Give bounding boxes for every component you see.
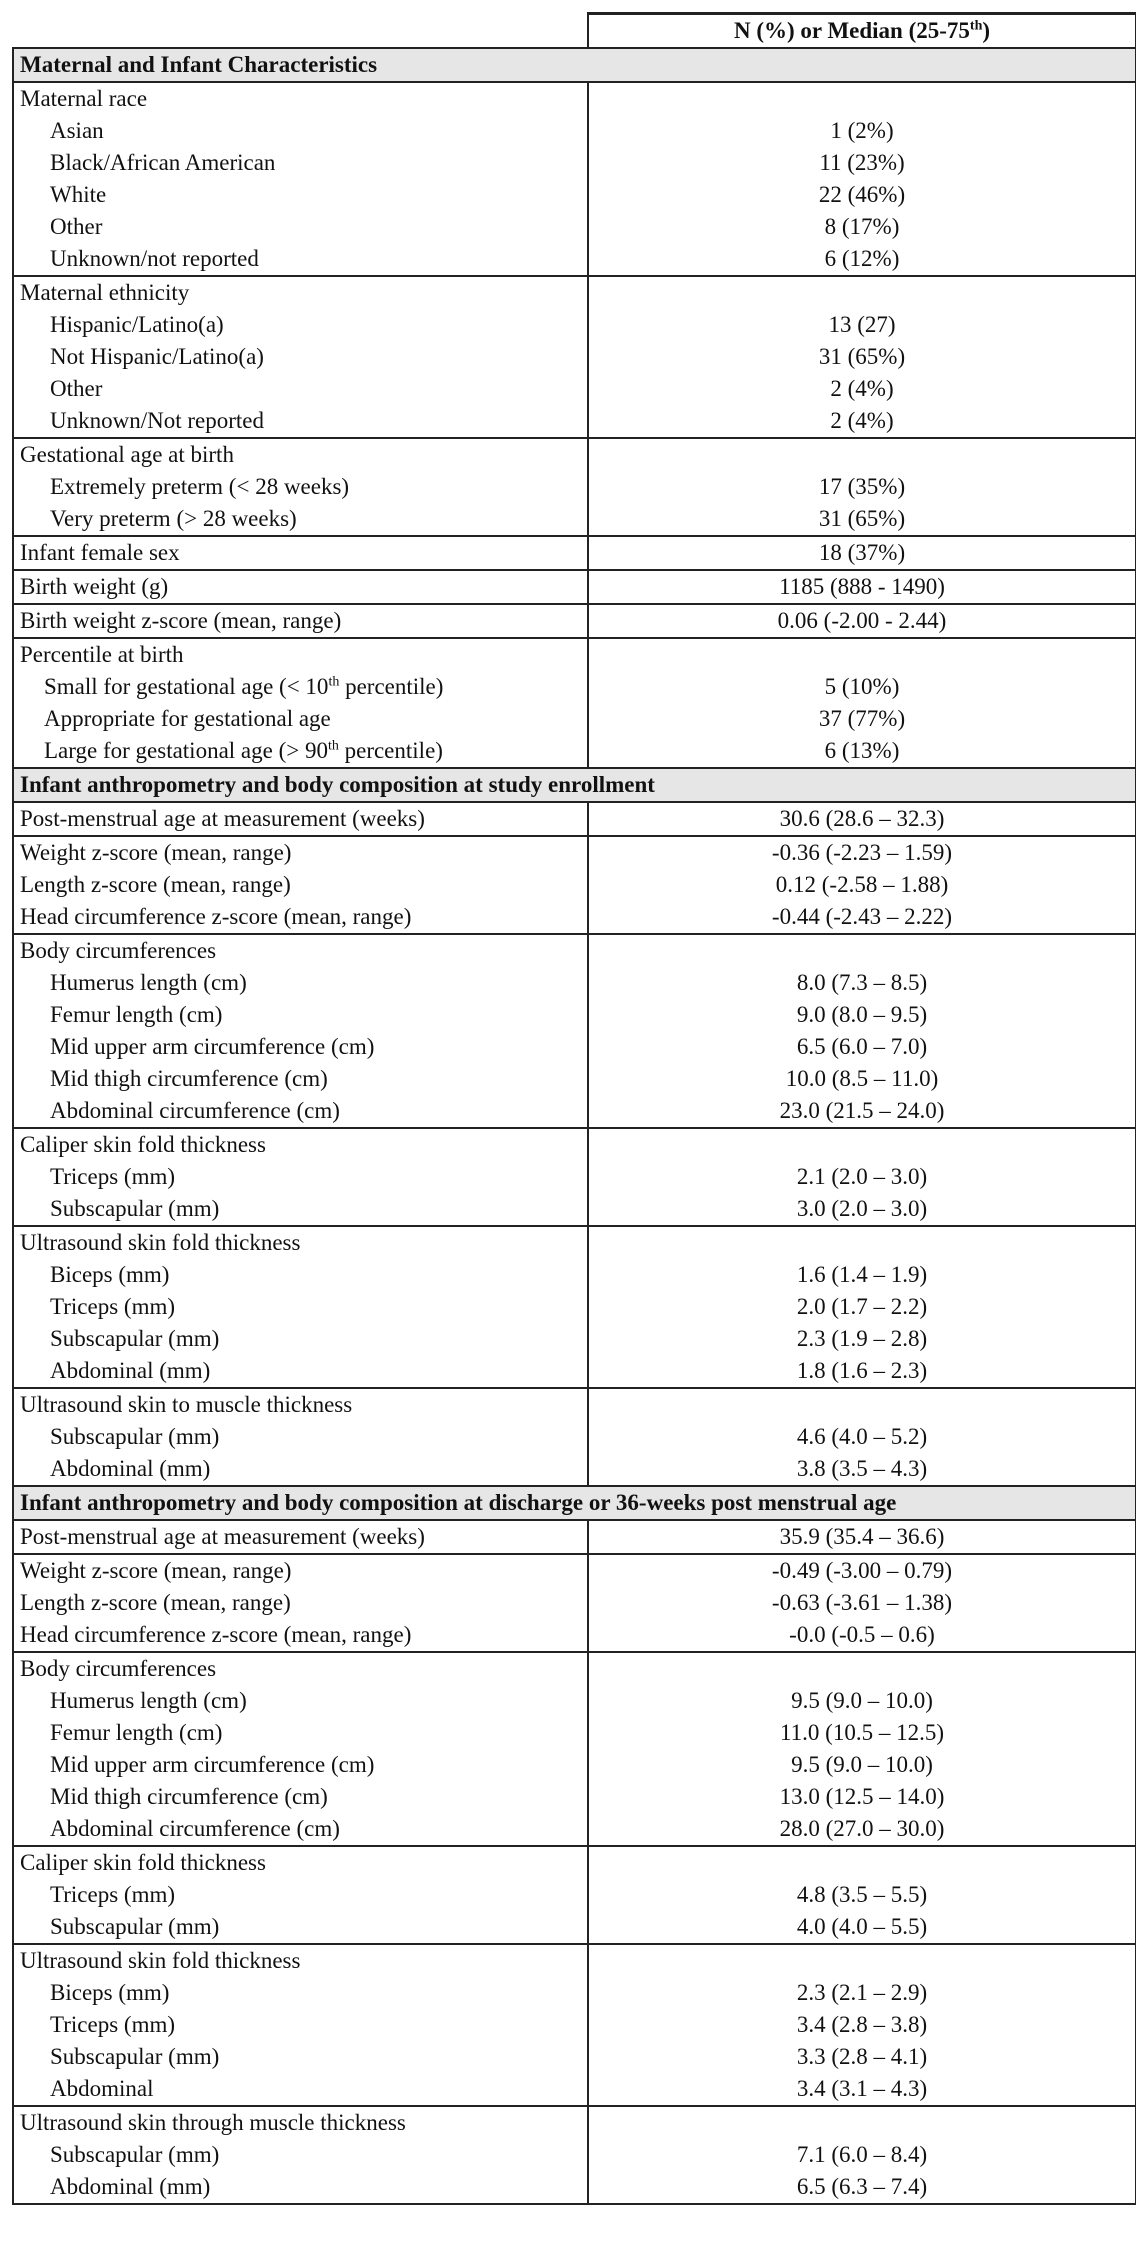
group-label: Birth weight z-score (mean, range): [13, 604, 588, 638]
group-value: [588, 1652, 1136, 1685]
row-value: 10.0 (8.5 – 11.0): [588, 1063, 1136, 1095]
row-label-text: Abdominal circumference (cm): [50, 1816, 340, 1841]
row-label-text: Head circumference z-score (mean, range): [20, 904, 412, 929]
row-label: [13, 243, 588, 276]
group-row: [13, 934, 1136, 967]
row-label: [13, 1781, 588, 1813]
row-value: 4.0 (4.0 – 5.5): [588, 1911, 1136, 1944]
row-value: 28.0 (27.0 – 30.0): [588, 1813, 1136, 1846]
table-row: [13, 373, 1136, 405]
row-label: [13, 503, 588, 536]
row-label: [13, 2009, 588, 2041]
header-value-sup: th: [969, 18, 983, 34]
row-value: 8.0 (7.3 – 8.5): [588, 967, 1136, 999]
table-row: [13, 1063, 1136, 1095]
table-row: [13, 671, 1136, 703]
row-label: [13, 671, 588, 703]
row-label: [13, 869, 588, 901]
row-label-text: Triceps (mm): [50, 2012, 176, 2037]
table-row: [13, 115, 1136, 147]
table-row: [13, 967, 1136, 999]
row-value: 2.1 (2.0 – 3.0): [588, 1161, 1136, 1193]
table-row: [13, 147, 1136, 179]
row-label: [13, 211, 588, 243]
table-row: [13, 1879, 1136, 1911]
row-label: [13, 1879, 588, 1911]
section-header-row: [13, 48, 1136, 82]
row-label-sup: th: [327, 738, 339, 754]
row-label: [13, 147, 588, 179]
row-label-text: Triceps (mm): [50, 1882, 176, 1907]
header-value-cell: [588, 14, 1136, 49]
header-label-cell: [13, 14, 588, 49]
row-value: 7.1 (6.0 – 8.4): [588, 2139, 1136, 2171]
table-row: [13, 1813, 1136, 1846]
row-value: 2.3 (1.9 – 2.8): [588, 1323, 1136, 1355]
group-label: Birth weight (g): [13, 570, 588, 604]
row-label: [13, 115, 588, 147]
table-row: [13, 2041, 1136, 2073]
row-value: 13 (27): [588, 309, 1136, 341]
group-row: [13, 536, 1136, 570]
table-row: [13, 869, 1136, 901]
group-value: [588, 1128, 1136, 1161]
row-label: [13, 703, 588, 735]
row-label: [13, 1355, 588, 1388]
group-value: [588, 1226, 1136, 1259]
row-label: [13, 1977, 588, 2009]
group-value: [588, 276, 1136, 309]
header-value-text: N (%) or Median (25-75: [733, 18, 970, 43]
table-row: [13, 2171, 1136, 2204]
row-value: 6 (13%): [588, 735, 1136, 768]
group-row: [13, 1846, 1136, 1879]
row-label: [13, 373, 588, 405]
row-value: 2 (4%): [588, 373, 1136, 405]
row-label: [13, 1813, 588, 1846]
row-value: 2.3 (2.1 – 2.9): [588, 1977, 1136, 2009]
row-label: [13, 1717, 588, 1749]
group-label: Weight z-score (mean, range): [13, 1554, 588, 1587]
row-label-text: Triceps (mm): [50, 1164, 176, 1189]
row-value: 0.12 (-2.58 – 1.88): [588, 869, 1136, 901]
group-row: [13, 1226, 1136, 1259]
row-value: 9.5 (9.0 – 10.0): [588, 1685, 1136, 1717]
table-row: [13, 309, 1136, 341]
row-label-text: Abdominal (mm): [50, 1456, 211, 1481]
group-row: [13, 802, 1136, 836]
characteristics-table: [12, 12, 1136, 2205]
row-label-text: Other: [50, 376, 103, 401]
table-row: [13, 1259, 1136, 1291]
section-header-row: [13, 1486, 1136, 1520]
table-row: [13, 2139, 1136, 2171]
row-value: 3.0 (2.0 – 3.0): [588, 1193, 1136, 1226]
row-label-text: Not Hispanic/Latino(a): [50, 344, 264, 369]
row-label-text: Subscapular (mm): [50, 1196, 220, 1221]
row-value: 37 (77%): [588, 703, 1136, 735]
section-title: Infant anthropometry and body composition at discharge or 36-weeks post menstrual age: [13, 1486, 1136, 1520]
row-label-text: Hispanic/Latino(a): [50, 312, 224, 337]
row-label-text: Length z-score (mean, range): [20, 1590, 291, 1615]
table-row: [13, 243, 1136, 276]
group-row: [13, 1554, 1136, 1587]
row-label: [13, 1685, 588, 1717]
row-label-text: Mid thigh circumference (cm): [50, 1066, 328, 1091]
row-label-text: Femur length (cm): [50, 1002, 223, 1027]
group-row: [13, 2106, 1136, 2139]
row-label-text: Extremely preterm (< 28 weeks): [50, 474, 350, 499]
table-row: [13, 471, 1136, 503]
row-label-end: percentile): [338, 738, 443, 763]
row-label: [13, 1453, 588, 1486]
row-label: [13, 2073, 588, 2106]
group-row: [13, 836, 1136, 869]
row-label-end: percentile): [339, 674, 444, 699]
table-row: [13, 1587, 1136, 1619]
row-value: -0.0 (-0.5 – 0.6): [588, 1619, 1136, 1652]
row-value: 23.0 (21.5 – 24.0): [588, 1095, 1136, 1128]
row-value: 2 (4%): [588, 405, 1136, 438]
table-row: [13, 2073, 1136, 2106]
table-row: [13, 1911, 1136, 1944]
row-value: 2.0 (1.7 – 2.2): [588, 1291, 1136, 1323]
group-value: 1185 (888 - 1490): [588, 570, 1136, 604]
group-label: Ultrasound skin fold thickness: [13, 1944, 588, 1977]
row-label: [13, 1161, 588, 1193]
row-label: [13, 1911, 588, 1944]
row-label-text: Triceps (mm): [50, 1294, 176, 1319]
row-label: [13, 967, 588, 999]
row-label: [13, 179, 588, 211]
group-value: [588, 2106, 1136, 2139]
row-label: [13, 1291, 588, 1323]
row-value: 9.0 (8.0 – 9.5): [588, 999, 1136, 1031]
row-label-text: Biceps (mm): [50, 1980, 170, 2005]
table-row: [13, 503, 1136, 536]
row-label: [13, 2041, 588, 2073]
group-value: -0.49 (-3.00 – 0.79): [588, 1554, 1136, 1587]
row-label-text: Humerus length (cm): [50, 1688, 247, 1713]
row-label-text: Large for gestational age (> 90: [44, 738, 328, 763]
table-row: [13, 211, 1136, 243]
row-value: 31 (65%): [588, 341, 1136, 373]
header-value-end: ): [982, 18, 991, 43]
table-row: [13, 1619, 1136, 1652]
row-label-text: Appropriate for gestational age: [44, 706, 331, 731]
table-row: [13, 1323, 1136, 1355]
table-row: [13, 2009, 1136, 2041]
row-label-text: Subscapular (mm): [50, 1424, 220, 1449]
table-row: [13, 901, 1136, 934]
characteristics-table-wrapper: [12, 12, 1135, 2205]
table-row: [13, 1193, 1136, 1226]
table-row: [13, 735, 1136, 768]
group-row: [13, 1388, 1136, 1421]
row-label-sup: th: [328, 674, 340, 690]
group-value: [588, 638, 1136, 671]
row-label: [13, 405, 588, 438]
table-row: [13, 703, 1136, 735]
row-value: 4.8 (3.5 – 5.5): [588, 1879, 1136, 1911]
row-value: 4.6 (4.0 – 5.2): [588, 1421, 1136, 1453]
row-label-text: Humerus length (cm): [50, 970, 247, 995]
row-label-text: Asian: [50, 118, 104, 143]
row-label: [13, 471, 588, 503]
group-value: 18 (37%): [588, 536, 1136, 570]
section-title: Infant anthropometry and body composition at study enrollment: [13, 768, 1136, 802]
group-row: [13, 638, 1136, 671]
group-label: Caliper skin fold thickness: [13, 1846, 588, 1879]
group-value: -0.36 (-2.23 – 1.59): [588, 836, 1136, 869]
group-row: [13, 570, 1136, 604]
group-row: [13, 276, 1136, 309]
group-label: Weight z-score (mean, range): [13, 836, 588, 869]
row-label: [13, 341, 588, 373]
table-row: [13, 1749, 1136, 1781]
row-label-text: Abdominal (mm): [50, 2174, 211, 2199]
row-label: [13, 1031, 588, 1063]
row-label-text: Abdominal (mm): [50, 1358, 211, 1383]
row-value: 1.6 (1.4 – 1.9): [588, 1259, 1136, 1291]
table-row: [13, 1291, 1136, 1323]
row-value: 6.5 (6.0 – 7.0): [588, 1031, 1136, 1063]
row-value: 13.0 (12.5 – 14.0): [588, 1781, 1136, 1813]
row-value: 22 (46%): [588, 179, 1136, 211]
row-value: 5 (10%): [588, 671, 1136, 703]
row-value: 3.4 (2.8 – 3.8): [588, 2009, 1136, 2041]
row-label: [13, 1193, 588, 1226]
row-label: [13, 309, 588, 341]
row-value: 8 (17%): [588, 211, 1136, 243]
row-label: [13, 901, 588, 934]
row-label: [13, 1587, 588, 1619]
group-value: 35.9 (35.4 – 36.6): [588, 1520, 1136, 1554]
row-label-text: Biceps (mm): [50, 1262, 170, 1287]
row-label-text: Mid upper arm circumference (cm): [50, 1752, 375, 1777]
row-label: [13, 2139, 588, 2171]
table-row: [13, 341, 1136, 373]
table-row: [13, 1355, 1136, 1388]
row-value: 3.8 (3.5 – 4.3): [588, 1453, 1136, 1486]
group-row: [13, 1520, 1136, 1554]
row-value: -0.44 (-2.43 – 2.22): [588, 901, 1136, 934]
row-value: 3.3 (2.8 – 4.1): [588, 2041, 1136, 2073]
group-label: Gestational age at birth: [13, 438, 588, 471]
row-value: 6.5 (6.3 – 7.4): [588, 2171, 1136, 2204]
group-label: Percentile at birth: [13, 638, 588, 671]
row-label: [13, 1421, 588, 1453]
header-row: [13, 14, 1136, 49]
row-label-text: Femur length (cm): [50, 1720, 223, 1745]
group-label: Body circumferences: [13, 934, 588, 967]
group-label: Caliper skin fold thickness: [13, 1128, 588, 1161]
group-row: [13, 1944, 1136, 1977]
group-value: 30.6 (28.6 – 32.3): [588, 802, 1136, 836]
table-row: [13, 1031, 1136, 1063]
table-row: [13, 1781, 1136, 1813]
row-label: [13, 1095, 588, 1128]
table-row: [13, 1421, 1136, 1453]
group-value: [588, 934, 1136, 967]
group-label: Body circumferences: [13, 1652, 588, 1685]
table-row: [13, 405, 1136, 438]
table-row: [13, 1095, 1136, 1128]
group-label: Post-menstrual age at measurement (weeks): [13, 802, 588, 836]
row-label: [13, 1323, 588, 1355]
row-value: 3.4 (3.1 – 4.3): [588, 2073, 1136, 2106]
row-label-text: Mid thigh circumference (cm): [50, 1784, 328, 1809]
row-label: [13, 1619, 588, 1652]
row-label-text: Small for gestational age (< 10: [44, 674, 329, 699]
row-label-text: Head circumference z-score (mean, range): [20, 1622, 412, 1647]
row-label-text: Abdominal circumference (cm): [50, 1098, 340, 1123]
row-value: 1.8 (1.6 – 2.3): [588, 1355, 1136, 1388]
table-row: [13, 1717, 1136, 1749]
section-header-row: [13, 768, 1136, 802]
row-value: -0.63 (-3.61 – 1.38): [588, 1587, 1136, 1619]
row-value: 1 (2%): [588, 115, 1136, 147]
group-label: Ultrasound skin through muscle thickness: [13, 2106, 588, 2139]
group-label: Ultrasound skin to muscle thickness: [13, 1388, 588, 1421]
group-value: [588, 1388, 1136, 1421]
row-label-text: Subscapular (mm): [50, 2044, 220, 2069]
group-label: Maternal race: [13, 82, 588, 115]
row-label: [13, 1259, 588, 1291]
row-label: [13, 1749, 588, 1781]
group-label: Maternal ethnicity: [13, 276, 588, 309]
group-row: [13, 604, 1136, 638]
group-label: Post-menstrual age at measurement (weeks): [13, 1520, 588, 1554]
section-title: Maternal and Infant Characteristics: [13, 48, 1136, 82]
row-label-text: Very preterm (> 28 weeks): [50, 506, 297, 531]
row-label-text: Black/African American: [50, 150, 276, 175]
table-row: [13, 999, 1136, 1031]
row-label: [13, 2171, 588, 2204]
row-label-text: Subscapular (mm): [50, 1914, 220, 1939]
group-value: [588, 1846, 1136, 1879]
row-label: [13, 999, 588, 1031]
row-label-text: Abdominal: [50, 2076, 154, 2101]
row-label: [13, 735, 588, 768]
group-row: [13, 1652, 1136, 1685]
row-label: [13, 1063, 588, 1095]
group-row: [13, 438, 1136, 471]
row-label-text: Unknown/Not reported: [50, 408, 264, 433]
row-label-text: White: [50, 182, 107, 207]
table-row: [13, 1453, 1136, 1486]
group-value: [588, 1944, 1136, 1977]
row-value: 17 (35%): [588, 471, 1136, 503]
group-value: 0.06 (-2.00 - 2.44): [588, 604, 1136, 638]
group-label: Infant female sex: [13, 536, 588, 570]
table-row: [13, 1685, 1136, 1717]
group-value: [588, 82, 1136, 115]
row-label-text: Subscapular (mm): [50, 2142, 220, 2167]
row-value: 11 (23%): [588, 147, 1136, 179]
group-row: [13, 82, 1136, 115]
table-row: [13, 1977, 1136, 2009]
row-label-text: Mid upper arm circumference (cm): [50, 1034, 375, 1059]
row-label-text: Subscapular (mm): [50, 1326, 220, 1351]
group-value: [588, 438, 1136, 471]
row-label-text: Length z-score (mean, range): [20, 872, 291, 897]
row-value: 9.5 (9.0 – 10.0): [588, 1749, 1136, 1781]
row-label-text: Other: [50, 214, 103, 239]
group-row: [13, 1128, 1136, 1161]
row-label-text: Unknown/not reported: [50, 246, 259, 271]
table-row: [13, 179, 1136, 211]
table-row: [13, 1161, 1136, 1193]
row-value: 6 (12%): [588, 243, 1136, 276]
group-label: Ultrasound skin fold thickness: [13, 1226, 588, 1259]
row-value: 11.0 (10.5 – 12.5): [588, 1717, 1136, 1749]
row-value: 31 (65%): [588, 503, 1136, 536]
